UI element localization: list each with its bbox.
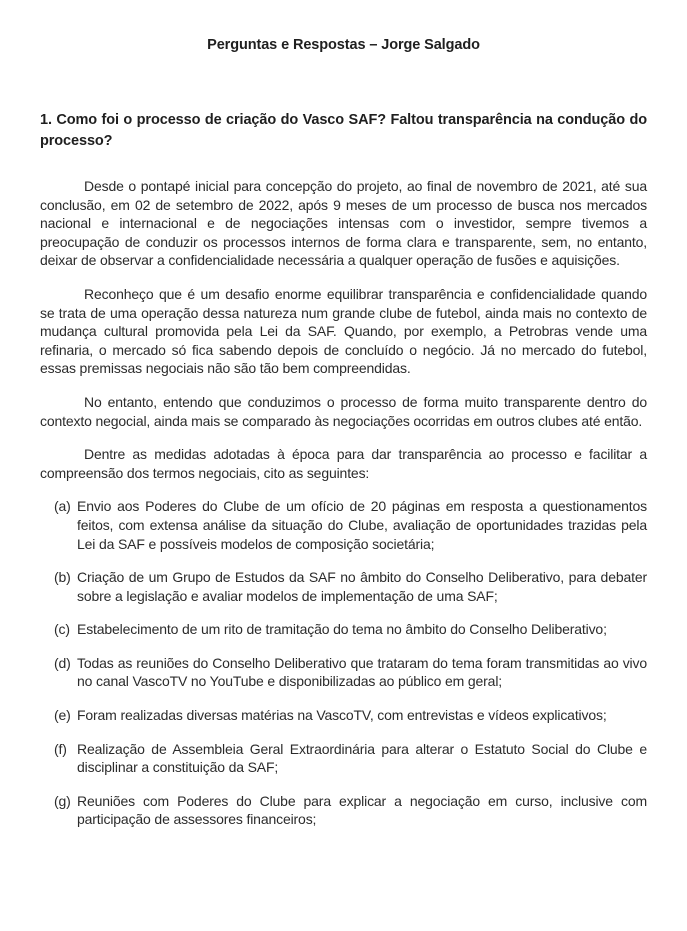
list-item-text: Foram realizadas diversas matérias na VascoTV, com entrevistas e vídeos explicativos; bbox=[77, 707, 607, 724]
list-item-label: (e) bbox=[54, 707, 71, 724]
list-item-c bbox=[40, 620, 647, 639]
paragraph-4: Dentre as medidas adotadas à época para dar transparência ao processo e facilitar a compreensão dos termos negociais, cito as seguintes: bbox=[40, 446, 647, 481]
paragraph-1: Desde o pontapé inicial para concepção do projeto, ao final de novembro de 2021, até sua conclusão, em 02 de setembro de 2022, após 9 meses de um processo de busca nos mercados nacional e internacional e de negociações intensas com o investidor, sempre tivemos a preocupação de conduzir os processos internos de forma clara e transparente, sem, no entanto, deixar de observar a confidencialidade necessária a qualquer operação de fusões e aquisições. bbox=[40, 178, 647, 269]
list-item-label: (b) bbox=[54, 569, 71, 586]
list-item-text: Estabelecimento de um rito de tramitação do tema no âmbito do Conselho Deliberativo; bbox=[77, 621, 607, 638]
document-title: Perguntas e Respostas – Jorge Salgado bbox=[207, 37, 480, 53]
list-item-text: Criação de um Grupo de Estudos da SAF no âmbito do Conselho Deliberativo, para debater sobre a legislação e avaliar modelos de implementação de uma SAF; bbox=[77, 569, 647, 604]
list-item-a bbox=[40, 497, 647, 553]
paragraph-3: No entanto, entendo que conduzimos o processo de forma muito transparente dentro do contexto negocial, ainda mais se comparado às negociações ocorridas em outros clubes até então. bbox=[40, 393, 647, 429]
list-item-label: (c) bbox=[54, 621, 70, 638]
list-item-label: (a) bbox=[54, 498, 71, 515]
list-item-text: Reuniões com Poderes do Clube para explicar a negociação em curso, inclusive com participação de assessores financeiros; bbox=[77, 792, 647, 828]
list-item-label: (f) bbox=[54, 740, 67, 757]
paragraph-2: Reconheço que é um desafio enorme equilibrar transparência e confidencialidade quando se trata de uma operação dessa natureza num grande clube de futebol, ainda mais no contexto de mudança cultural promovida pela Lei da SAF. Quando, por exemplo, a Petrobras vende uma refinaria, o mercado só fica sabendo depois de concluído o negócio. Já no mercado do futebol, essas premissas negociais não são tão bem compreendidas. bbox=[40, 285, 647, 377]
list-item-g bbox=[40, 792, 647, 829]
list-item-d bbox=[40, 654, 647, 691]
list-item-label: (d) bbox=[54, 654, 71, 671]
list-item-text: Envio aos Poderes do Clube de um ofício de 20 páginas em resposta a questionamentos feitos, com extensa análise da situação do Clube, avaliação de oportunidades trazidas pela Lei da SAF e possíveis modelos de composição societária; bbox=[77, 498, 647, 552]
list-item-e bbox=[40, 706, 647, 725]
list-item-b bbox=[40, 568, 647, 605]
measures-list bbox=[40, 497, 647, 829]
list-item-label: (g) bbox=[54, 792, 71, 809]
list-item-f bbox=[40, 740, 647, 777]
question-heading: 1. Como foi o processo de criação do Vasco SAF? Faltou transparência na condução do processo? bbox=[40, 112, 647, 149]
list-item-text: Todas as reuniões do Conselho Deliberativo que trataram do tema foram transmitidas ao vivo no canal VascoTV no YouTube e disponibilizadas ao público em geral; bbox=[77, 654, 647, 690]
list-item-text: Realização de Assembleia Geral Extraordinária para alterar o Estatuto Social do Clube e disciplinar a constituição da SAF; bbox=[77, 740, 647, 776]
